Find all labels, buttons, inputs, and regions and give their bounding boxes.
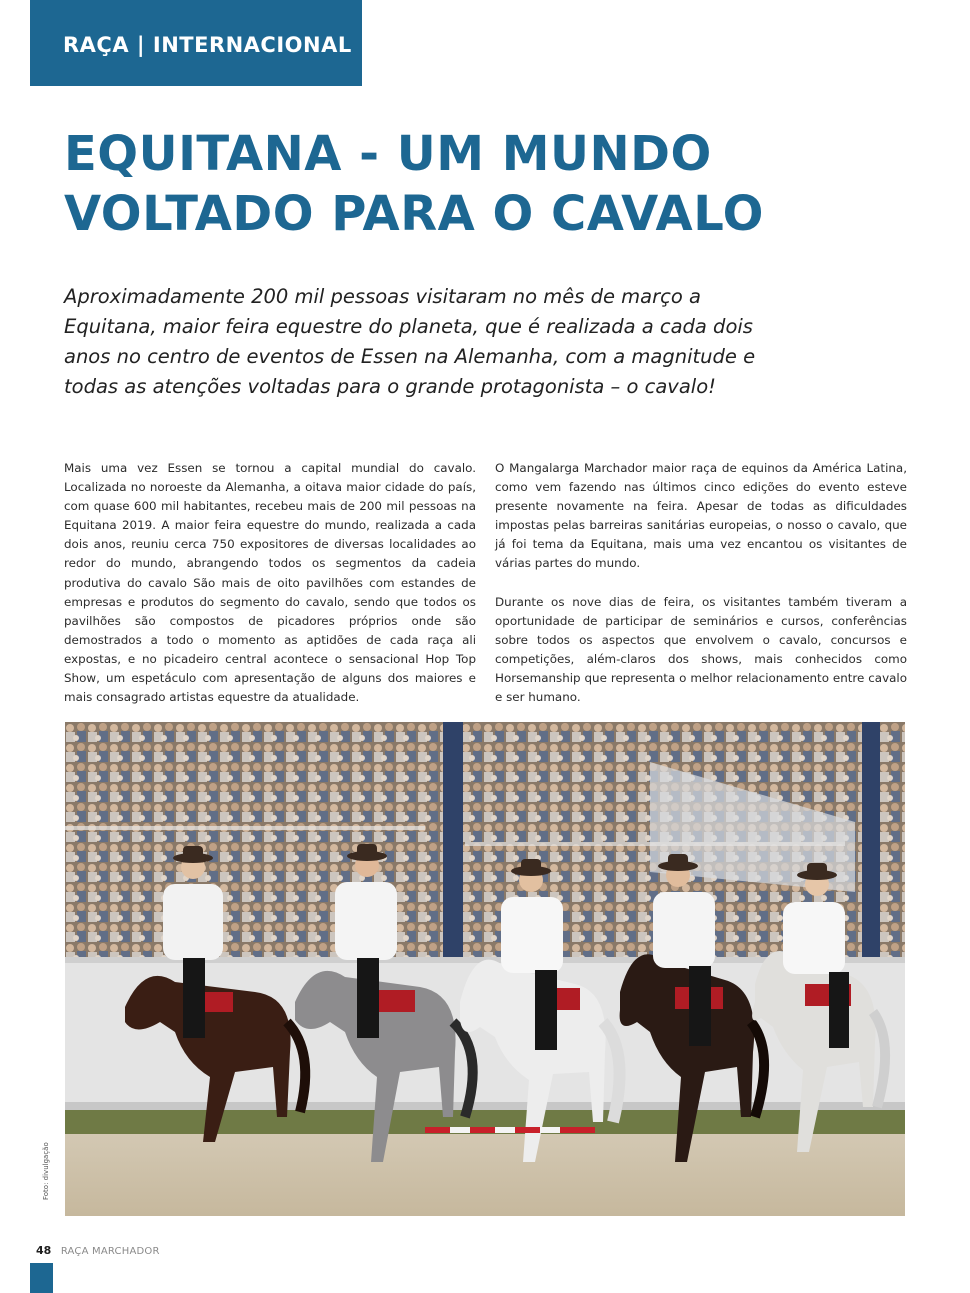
lead-line-2: Equitana, maior feira equestre do planeta, que é realizada a cada dois: [64, 315, 753, 338]
body-paragraph: Durante os nove dias de feira, os visitantes também tiveram a oportunidade de participar de seminários e cursos, conferências sobre todos os aspectos que envolvem o cavalo, concursos e competições, além-claros dos shows, mais conhecidos como Horsemanship que representa o melhor relacionamento entre cavalo e ser humano.: [495, 594, 907, 705]
article-headline: [64, 124, 944, 244]
corner-accent-bar: [30, 1263, 53, 1293]
publication-name: RAÇA MARCHADOR: [60, 1246, 160, 1257]
riders-on-horses-image: [65, 722, 905, 1216]
lead-line-1: Aproximadamente 200 mil pessoas visitaram no mês de março a: [64, 285, 701, 308]
headline-line-1: EQUITANA - UM MUNDO: [64, 126, 712, 182]
photo-credit: Foto: divulgação: [42, 1142, 50, 1200]
page-number: 48: [36, 1244, 52, 1257]
article-photo: [65, 722, 905, 1216]
section-tab: [30, 0, 362, 86]
lead-line-4: todas as atenções voltadas para o grande protagonista – o cavalo!: [64, 375, 716, 398]
lead-line-3: anos no centro de eventos de Essen na Alemanha, com a magnitude e: [64, 345, 756, 368]
body-paragraph: Mais uma vez Essen se tornou a capital mundial do cavalo. Localizada no noroeste da Alemanha, a oitava maior cidade do país, com quase 600 mil habitantes, recebeu mais de 200 mil pessoas na Equitana 2019. A maior feira equestre do mundo, realizada a cada dois anos, reuniu cerca 750 expositores de diversas localidades ao redor do mundo, abrangendo todos os segmentos da cadeia produtiva do cavalo São mais de oito pavilhões com estandes de empresas e produtos do segmento do cavalo, sendo que todos os pavilhões são compostos de picadores próprios onde são demostrados a todo o momento as aptidões de cada raça ali expostas, e no picadeiro central acontece o sensacional Hop Top Show, um espetáculo com apresentação de alguns dos maiores e mais consagrado artistas equestre da atualidade.: [64, 461, 476, 705]
article-lead: [64, 282, 854, 402]
body-paragraph: O Mangalarga Marchador maior raça de equinos da América Latina, como vem fazendo nas últimos cinco edições do evento esteve presente novamente na feira. Apesar de todas as dificuldades impostas pelas barreiras sanitárias europeias, o nosso o cavalo, que já foi tema da Equitana, mais uma vez encantou os visitantes de várias partes do mundo.: [495, 461, 907, 571]
headline-line-2: VOLTADO PARA O CAVALO: [64, 186, 764, 242]
page-footer: [36, 1244, 160, 1257]
body-column-right: [495, 459, 907, 707]
section-label: RAÇA | INTERNACIONAL: [63, 33, 352, 57]
body-column-left: [64, 459, 476, 707]
